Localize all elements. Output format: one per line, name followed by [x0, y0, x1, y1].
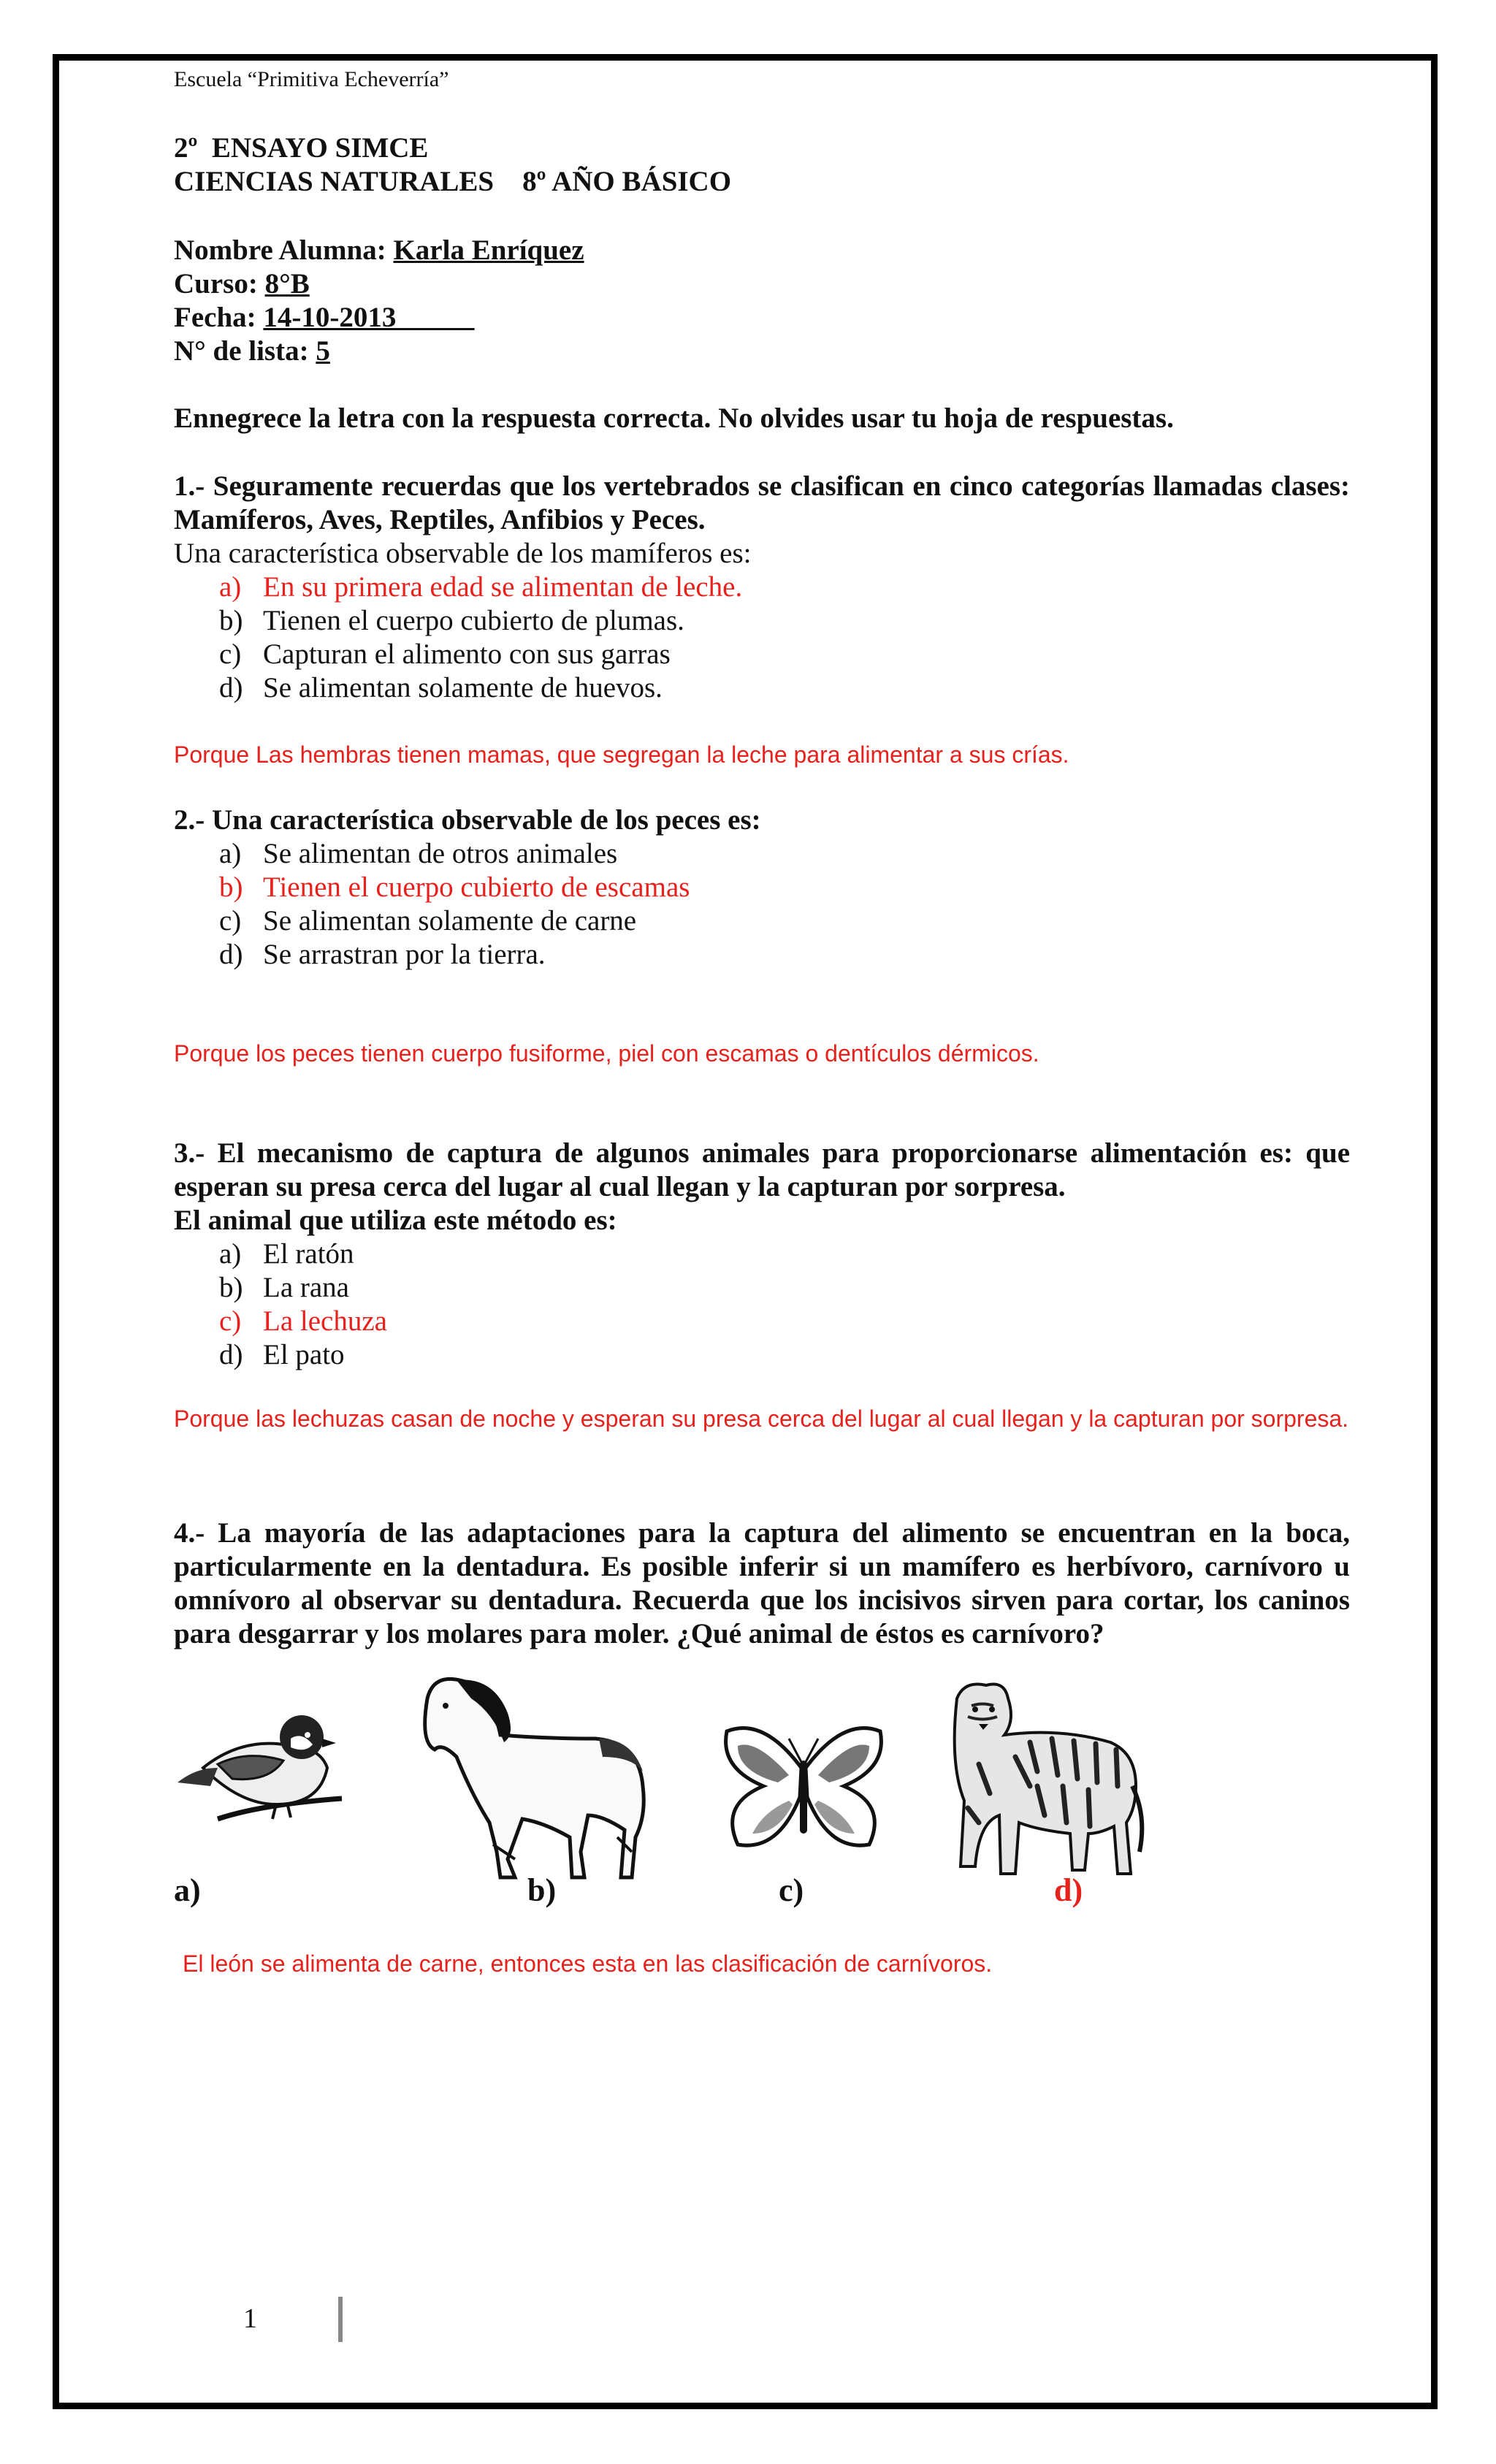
answer-1: Porque Las hembras tienen mamas, que segregan la leche para alimentar a sus crías.	[174, 741, 1069, 768]
question-2-stem: 2.- Una característica observable de los peces es:	[174, 804, 761, 836]
list-value: 5	[316, 335, 330, 367]
exam-title: 2º ENSAYO SIMCE	[174, 132, 429, 164]
student-name-line	[174, 234, 584, 267]
question-1-stem: 1.- Seguramente recuerdas que los vertebrados se clasifican en cinco categorías llamadas clases: Mamíferos, Aves, Reptiles, Anfibios y Peces.	[174, 470, 1350, 535]
bird-image[interactable]	[174, 1695, 349, 1834]
question-3-stem: 3.- El mecanismo de captura de algunos animales para proporcionarse alimentación es: que esperan su presa cerca del lugar al cual llegan y la capturan por sorpresa.	[174, 1137, 1350, 1202]
horse-image[interactable]	[413, 1669, 654, 1881]
option-3a[interactable]: a) El ratón	[219, 1238, 354, 1270]
answer-2: Porque los peces tienen cuerpo fusiforme, piel con escamas o dentículos dérmicos.	[174, 1040, 1039, 1067]
date-label: Fecha:	[174, 302, 256, 333]
list-number-line	[174, 335, 330, 367]
question-4-stem: 4.- La mayoría de las adaptaciones para la captura del alimento se encuentran en la boca, particularmente en la dentadura. Es posible inferir si un mamífero es herbívoro, carnívoro u omnívoro al observar su dentadura. Recuerda que los incisivos sirven para cortar, los caninos para desgarrar y los molares para moler. ¿Qué animal de éstos es carnívoro?	[174, 1517, 1350, 1649]
subject: CIENCIAS NATURALES	[174, 166, 495, 197]
date-value: 14-10-2013	[263, 302, 475, 333]
answer-3: Porque las lechuzas casan de noche y esperan su presa cerca del lugar al cual llegan y la capturan por sorpresa.	[174, 1405, 1349, 1432]
option-4c-letter[interactable]: c)	[779, 1872, 804, 1908]
question-1-options	[219, 571, 742, 705]
question-3	[174, 1137, 1350, 1237]
page-number-divider	[338, 2297, 343, 2342]
course-value: 8°B	[264, 268, 310, 300]
answer-4: El león se alimenta de carne, entonces esta en las clasificación de carnívoros.	[183, 1950, 993, 1977]
tiger-image[interactable]	[935, 1677, 1147, 1888]
option-1a[interactable]: a) En su primera edad se alimentan de leche.	[219, 571, 743, 603]
butterfly-image[interactable]	[720, 1717, 888, 1855]
grade: 8º AÑO BÁSICO	[522, 166, 732, 197]
question-3-options	[219, 1237, 387, 1372]
option-1d[interactable]: d) Se alimentan solamente de huevos.	[219, 672, 663, 703]
option-2a[interactable]: a) Se alimentan de otros animales	[219, 838, 618, 869]
name-value: Karla Enríquez	[393, 234, 584, 266]
question-1	[174, 470, 1350, 571]
option-4b-letter[interactable]: b)	[527, 1872, 557, 1908]
question-2-options	[219, 837, 690, 972]
name-label: Nombre Alumna:	[174, 234, 386, 266]
option-4a-letter[interactable]: a)	[174, 1872, 201, 1908]
list-label: N° de lista:	[174, 335, 309, 367]
course-label: Curso:	[174, 268, 258, 300]
option-2d[interactable]: d) Se arrastran por la tierra.	[219, 939, 546, 970]
option-3b[interactable]: b) La rana	[219, 1272, 349, 1303]
school-name: Escuela “Primitiva Echeverría”	[174, 67, 449, 91]
question-1-prompt: Una característica observable de los mamíferos es:	[174, 538, 752, 569]
option-3d[interactable]: d) El pato	[219, 1339, 345, 1370]
instructions: Ennegrece la letra con la respuesta correcta. No olvides usar tu hoja de respuestas.	[174, 403, 1174, 434]
option-1c[interactable]: c) Capturan el alimento con sus garras	[219, 638, 671, 670]
subject-grade	[174, 165, 731, 198]
option-2b[interactable]: b) Tienen el cuerpo cubierto de escamas	[219, 871, 690, 903]
date-line	[174, 301, 475, 334]
option-1b[interactable]: b) Tienen el cuerpo cubierto de plumas.	[219, 605, 684, 636]
option-2c[interactable]: c) Se alimentan solamente de carne	[219, 905, 637, 937]
page-number: 1	[243, 2303, 257, 2334]
option-4d-letter[interactable]: d)	[1054, 1872, 1083, 1908]
option-3c[interactable]: c) La lechuza	[219, 1305, 387, 1337]
course-line	[174, 267, 310, 300]
question-3-prompt: El animal que utiliza este método es:	[174, 1205, 617, 1236]
